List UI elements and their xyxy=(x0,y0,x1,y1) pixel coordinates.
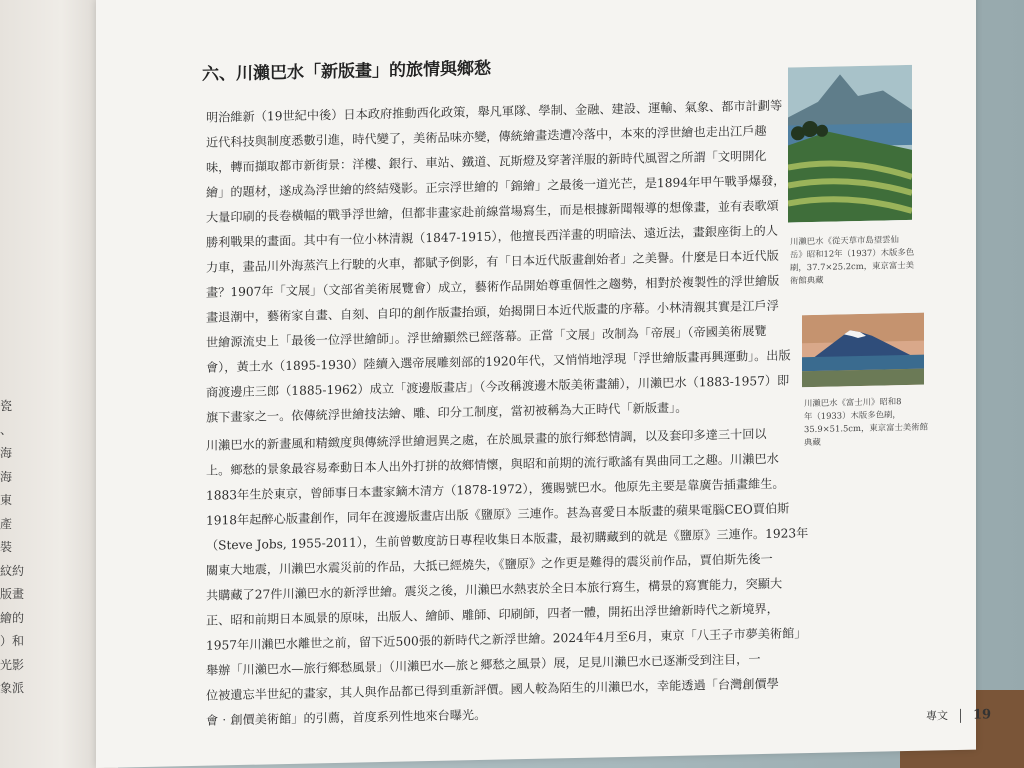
text-line: 商渡邊庄三郎（1885-1962）成立「渡邊版畫店」（今改稱渡邊木版美術畫舖），川瀨巴水（1883-1957）即 xyxy=(206,373,790,400)
text-line: 畫退潮中，藝術家自畫、自刻、自印的創作版畫抬頭，始揭開日本近代版畫的序幕。小林清親其實是江戶浮 xyxy=(206,298,779,325)
text-line: 近代科技與制度悉數引進，時代變了，美術品味亦變，傳統繪畫迭遭冷落中，本來的浮世繪也走出江戶趣 xyxy=(206,123,767,150)
text-line: 力車，畫品川外海蒸汽上行駛的火車，都賦予倒影，有「日本近代版畫創始者」之美譽。什麼是日本近代版 xyxy=(206,248,779,275)
text-line: 繪」的題材，遂成為浮世繪的終結殘影。正宗浮世繪的「錦繪」之最後一道光芒，是1894年甲午戰爭爆發， xyxy=(206,173,786,200)
text-line: 味，轉而擷取都市新街景：洋樓、銀行、車站、鐵道、瓦斯燈及穿著洋服的新時代風習之所謂「文明開化 xyxy=(206,148,767,175)
left-fragment: 裝 xyxy=(0,540,13,554)
caption-line: 術館典藏 xyxy=(790,274,824,286)
text-line: 上。鄉愁的景象最容易牽動日本人出外打拼的故鄉情懷，與昭和前期的流行歌謠有異曲同工之趣。川瀨巴水 xyxy=(206,451,779,478)
text-line: 共購藏了27件川瀨巴水的新浮世繪。震災之後，川瀨巴水熱衷於全日本旅行寫生，構景的寫實能力，突顯大 xyxy=(206,576,783,603)
left-fragment: 繪的 xyxy=(0,610,25,625)
left-fragment: ）和 xyxy=(0,634,25,648)
woodblock-print-unzen xyxy=(788,65,912,223)
caption-line: 川瀨巴水《從天草市島望雲仙 xyxy=(790,234,899,247)
left-fragment: 光影 xyxy=(0,657,25,672)
left-fragment: 產 xyxy=(0,516,13,531)
text-line: 旗下畫家之一。依傳統浮世繪技法繪、雕、印分工制度，當初被稱為大正時代「新版畫」。 xyxy=(206,400,688,425)
text-line: 畫？1907年「文展」（文部省美術展覽會）成立，藝術作品開始尊重個性之趨勢，相對於複製性的浮世繪版 xyxy=(206,273,780,300)
text-line: 1957年川瀨巴水離世之前，留下近500張的新時代之新浮世繪。2024年4月至6月，東京「八王子市夢美術館」 xyxy=(206,626,807,653)
left-fragment: 象派 xyxy=(0,681,25,695)
caption-fuji xyxy=(804,394,932,449)
footer-divider xyxy=(960,709,961,723)
caption-line: 35.9×51.5cm，東京富士美術館 xyxy=(804,421,928,435)
left-fragment: 海 xyxy=(0,469,13,484)
text-line: 川瀨巴水的新畫風和精緻度與傳統浮世繪迥異之處，在於風景畫的旅行鄉愁情調，以及套印多達三十回以 xyxy=(206,426,767,453)
left-fragment: 紋約 xyxy=(0,563,25,578)
left-fragment: 、 xyxy=(0,422,13,437)
text-line: 關東大地震，川瀨巴水震災前的作品，大抵已經燒失，《鹽原》之作更是難得的震災前作品，賈伯斯先後一 xyxy=(206,551,773,578)
text-line: 會‧創價美術館」的引薦，首度系列性地來台曝光。 xyxy=(206,707,487,728)
text-line: 正、昭和前期日本風景的原味，出版人、繪師、雕師、印刷師，四者一體，開拓出浮世繪新時代之新境界， xyxy=(206,601,779,628)
paragraph-2 xyxy=(206,421,809,734)
left-fragment: 瓷 xyxy=(0,399,13,413)
paragraph-1 xyxy=(206,93,806,431)
caption-line: 年（1933）木版多色刷， xyxy=(804,409,901,422)
text-line: 會），黃土水（1895-1930）陸續入選帝展雕刻部的1920年代，又悄悄地浮現「浮世繪版畫再興運動」。出版 xyxy=(206,348,791,375)
text-line: 位被遺忘半世紀的畫家，其人與作品都已得到重新評價。國人較為陌生的川瀨巴水，幸能透過「台灣創價學 xyxy=(206,676,779,703)
caption-unzen xyxy=(790,233,918,288)
woodblock-print-fuji xyxy=(802,313,924,388)
section-heading: 六、川瀨巴水「新版畫」的旅情與鄉愁 xyxy=(202,58,491,85)
left-fragment: 海 xyxy=(0,446,13,460)
text-line: 明治維新（19世紀中後）日本政府推動西化政策，舉凡軍隊、學制、金融、建設、運輸、氣象、都市計劃等 xyxy=(206,98,783,125)
page-number: 19 xyxy=(973,707,992,723)
text-line: 大量印刷的長卷橫幅的戰爭浮世繪，但都非畫家赴前線當場寫生，而是根據新聞報導的想像畫，並有表歌頌 xyxy=(206,198,779,225)
caption-line: 岳》昭和12年（1937）木版多色 xyxy=(790,246,915,260)
text-line: 1918年起醉心版畫創作，同年在渡邊版畫店出版《鹽原》三連作。甚為喜愛日本版畫的蘋果電腦CEO賈伯斯 xyxy=(206,501,790,528)
text-line: （Steve Jobs, 1955-2011），生前曾數度訪日專程收集日本版畫，最初購藏到的就是《鹽原》三連作。1923年 xyxy=(206,526,809,553)
left-fragment: 版畫 xyxy=(0,587,25,601)
caption-line: 川瀨巴水《富士川》昭和8 xyxy=(804,396,902,409)
caption-line: 典藏 xyxy=(804,436,821,448)
text-line: 1883年生於東京，曾師事日本畫家鏑木清方（1878-1972），獲賜號巴水。他原先主要是靠廣告插畫維生。 xyxy=(206,476,785,503)
section-label: 專文 xyxy=(926,709,948,723)
text-line: 勝利戰果的畫面。其中有一位小林清親（1847-1915），他擅長西洋畫的明暗法、遠近法，畫銀座街上的人 xyxy=(206,223,778,250)
text-line: 世繪源流史上「最後一位浮世繪師」。浮世繪顯然已經落幕。正當「文展」改制為「帝展」（帝國美術展覽 xyxy=(206,323,767,350)
left-fragment: 東 xyxy=(0,493,13,507)
left-page-text xyxy=(0,395,40,701)
caption-line: 刷，37.7×25.2cm，東京富士美 xyxy=(790,259,914,273)
text-line: 舉辦「川瀨巴水—旅行鄉愁風景」（川瀨巴水—旅と郷愁之風景）展，足見川瀨巴水已逐漸受到注目，一 xyxy=(206,652,761,678)
page-footer xyxy=(926,706,991,723)
right-page xyxy=(96,0,992,768)
